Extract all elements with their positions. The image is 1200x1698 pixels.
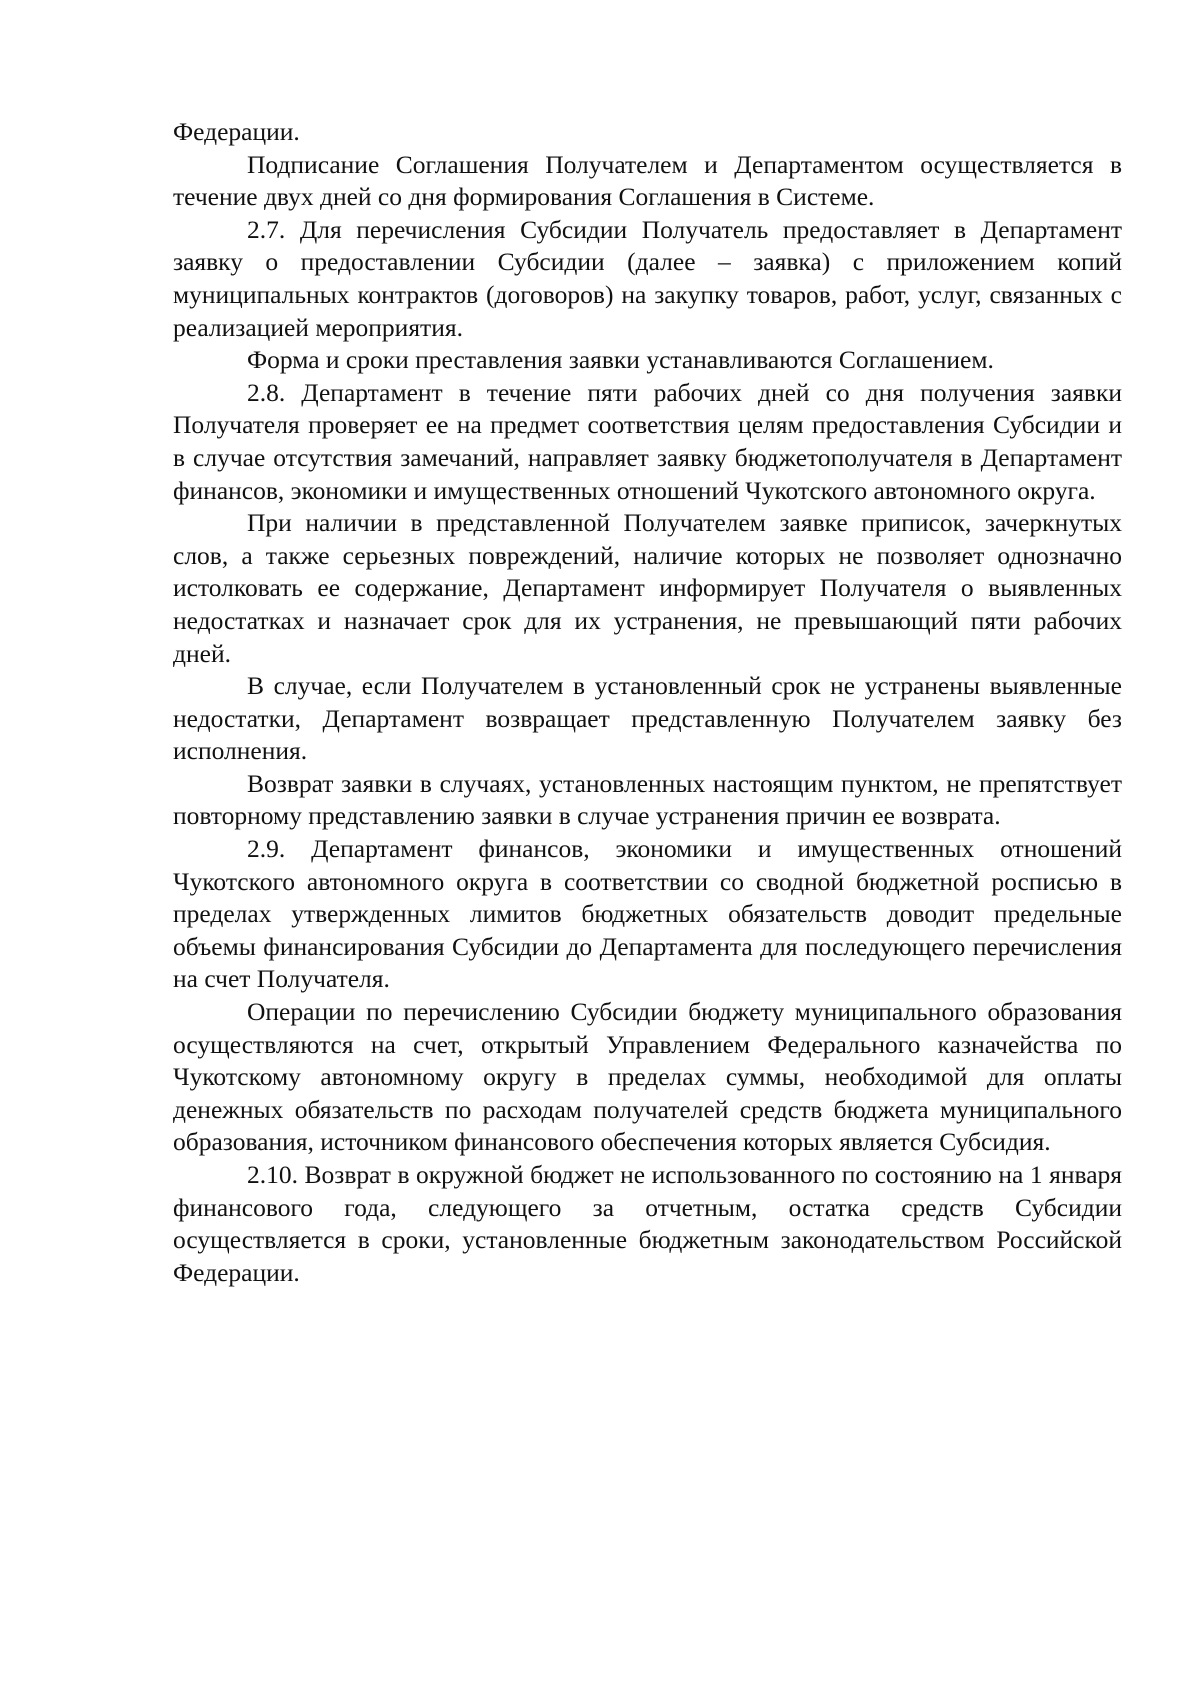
paragraph-transfer-operations: Операции по перечислению Субсидии бюджету муниципального образования осуществляются на счет, открытый Управлением Федерального казначейства по Чукотскому автономному округу в пределах суммы, необходимой для оплаты денежных обязательств по расходам получателей средств бюджета муниципального образования, источником финансового обеспечения которых является Субсидия. [173,997,1122,1157]
paragraph-2-9: 2.9. Департамент финансов, экономики и имущественных отношений Чукотского автономного округа в соответствии со сводной бюджетной росписью в пределах утвержденных лимитов бюджетных обязательств доводит предельные объемы финансирования Субсидии до Департамента для последующего перечисления на счет Получателя. [173,834,1122,994]
paragraph-2-8: 2.8. Департамент в течение пяти рабочих дней со дня получения заявки Получателя проверяет ее на предмет соответствия целям предоставления Субсидии и в случае отсутствия замечаний, направляет заявку бюджетополучателя в Департамент финансов, экономики и имущественных отношений Чукотского автономного округа. [173,377,1122,505]
paragraph-deficiencies: При наличии в представленной Получателем заявке приписок, зачеркнутых слов, а также серьезных повреждений, наличие которых не позволяет однозначно истолковать ее содержание, Департамент информирует Получателя о выявленных недостатках и назначает срок для их устранения, не превышающий пяти рабочих дней. [173,508,1122,668]
paragraph-2-7: 2.7. Для перечисления Субсидии Получатель предоставляет в Департамент заявку о предоставлении Субсидии (далее – заявка) с приложением копий муниципальных контрактов (договоров) на закупку товаров, работ, услуг, связанных с реализацией мероприятия. [173,214,1122,342]
paragraph-2-10: 2.10. Возврат в окружной бюджет не использованного по состоянию на 1 января финансового года, следующего за отчетным, остатка средств Субсидии осуществляется в сроки, установленные бюджетным законодательством Российской Федерации. [173,1160,1122,1287]
paragraph-resubmission: Возврат заявки в случаях, установленных настоящим пунктом, не препятствует повторному представлению заявки в случае устранения причин ее возврата. [173,768,1122,831]
paragraph-application-form: Форма и сроки преставления заявки устанавливаются Соглашением. [247,345,994,375]
document-page [173,116,1122,1289]
paragraph-agreement-signing: Подписание Соглашения Получателем и Департаментом осуществляется в течение двух дней со дня формирования Соглашения в Системе. [173,149,1122,212]
paragraph-continuation: Федерации. [173,117,300,146]
paragraph-return-unfulfilled: В случае, если Получателем в установленный срок не устранены выявленные недостатки, Департамент возвращает представленную Получателем заявку без исполнения. [173,671,1122,766]
